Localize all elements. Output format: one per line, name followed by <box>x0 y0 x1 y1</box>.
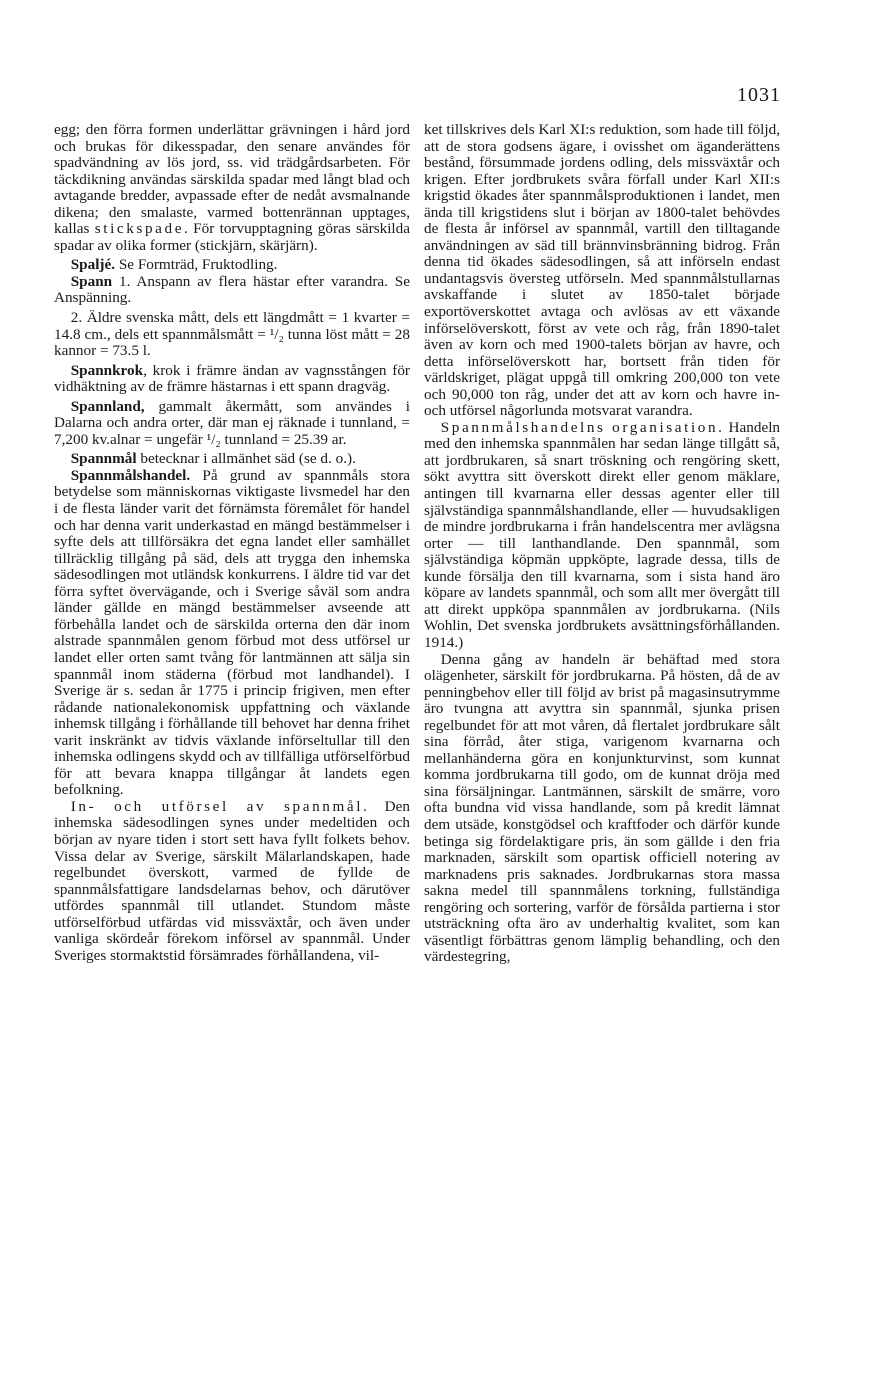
paragraph-spade-end: egg; den förra formen underlättar grävningen i hård jord och brukas för dikesspadar, den senare användes för spadvändning av lös jord, ss. vid trädgårdsarbeten. För täckdikning användas särskilda spadar med långt blad och avtagande bredder, avpassade efter de nedåt avsmalnande dikena; den smalaste, varmed bottenrännan upptages, kallas stickspade. För torvupptagning göras särskilda spadar av olika former (stickjärn, skärjärn). <box>54 121 410 254</box>
term-stickspade: stickspade <box>94 220 185 238</box>
paragraph-olagenheter: Denna gång av handeln är behäftad med stora olägenheter, särskilt för jordbrukarna. På hösten, då de av penningbehov eller till följd av brist på magasinsutrymme äro tvungna att avyttra sin spannmål, sjunka prisen regelbundet för att mot våren, då flertalet jordbrukare sålt sina förråd, åter stiga, varigenom kvarnarna och mellanhänderna göra en konjunkturvinst, som kunnat komma jordbrukarna till godo, om de kunnat dröja med sina försäljningar. Lantmännen, särskilt de smärre, voro ofta bundna vid vissa handlande, som på kredit lämnat dem utsäde, konstgödsel och kraftfoder och därför kunde betinga sig fördelaktigare pris, än som gällde i den fria marknaden, särskilt som opartisk officiell notering av marknadens pris saknades. Jordbrukarnas stora massa sakna medel till spannmålens torkning, fullständiga rengöring och sortering, varför de försålda partierna i stor utsträckning ofta äro av underhaltig kvalitet, som kan väsentligt förbättras genom lämplig behandling, och den värdestegring, <box>424 650 780 966</box>
left-column <box>54 122 410 964</box>
headword-spannmalshandel: Spannmålshandel. <box>70 466 191 484</box>
entry-spannmalshandel: Spannmålshandel. På grund av spannmåls stora betydelse som människornas viktigaste livsmedel har den i de flesta länder varit det förnämsta föremålet för handel och har denna varit underkastad en mängd bestämmelser i syfte dels att tillförsäkra det egna landet eller samhället tillräcklig tillgång på säd, dels att trygga den inhemska sädesodlingen mot utländsk konkurrens. I äldre tid var det förra syftet övervägande, och i Sverige såväl som andra länder gällde en mängd bestämmelser avseende att förbehålla landet och de särskilda orterna den där inom alstrade spannmålen genom förbud mot dess utförsel ur landet eller orten samt tvång för lantmännen att sälja sin spannmål inom städerna (förbud mot landhandel). I Sverige är s. sedan år 1775 i princip frigiven, men efter rådande nationalekonomisk uppfattning och växlande inhemsk tillgång i förhållande till behovet har denna frihet varit inskränkt av tidvis växlande införseltullar till den inhemska odlingens skydd och av tillfälliga utförselförbud för att bevara knappa tillgångar åt landets egen befolkning. <box>54 466 410 799</box>
entry-spannland: Spannland, gammalt åkermått, som användes i Dalarna och andra orter, där man ej räknade i tunnland, = 7,200 kv.alnar = ungefär ¹/₂ tunnland = 25.39 ar. <box>54 397 410 448</box>
right-column <box>424 122 780 966</box>
subheading-in-och-utforsel: In- och utförsel av spannmål. <box>70 797 370 815</box>
subheading-organisation: Spannmålshandelns organisation. <box>440 418 725 436</box>
entry-spann-2: 2. Äldre svenska mått, dels ett längdmått = 1 kvarter = 14.8 cm., dels ett spannmålsmått = ¹/₂ tunna löst mått = 28 kannor = 73.5 l. <box>54 309 410 360</box>
headword-spalje: Spaljé. <box>70 256 116 274</box>
headword-spannmal: Spannmål <box>70 450 137 468</box>
headword-spannkrok: Spannkrok <box>70 361 144 379</box>
page-number: 1031 <box>737 84 781 106</box>
section-in-och-utforsel: In- och utförsel av spannmål. Den inhemska sädesodlingen synes under medeltiden och början av nyare tiden i stort sett hava fyllt folkets behov. Vissa delar av Sverige, särskilt Mälarlandskapen, hade regelbundet överskott, varmed de fyllde de spannmålsfattigare landsdelarnas behov, och därutöver utfördes spannmål till utlandet. Stundom måste utförselförbud utfärdas vid missväxtår, och även under vanliga skördeår förekom införsel av spannmål. Under Sveriges stormaktstid försämrades förhållandena, vil- <box>54 797 410 964</box>
entry-spannkrok: Spannkrok, krok i främre ändan av vagnsstången för vidhäktning av de främre hästarnas i ett spann dragväg. <box>54 361 410 396</box>
entry-spalje: Spaljé. Se Formträd, Fruktodling. <box>70 256 278 274</box>
headword-spann: Spann <box>70 272 113 290</box>
paragraph-continuation: ket tillskrives dels Karl XI:s reduktion, som hade till följd, att de stora godsens ägare, i ovisshet om äganderättens bestånd, försummade jordens odling, dels missväxtår och krigen. Efter jordbrukets svåra förfall under Karl XII:s krigstid ökades åter spannmålsproduktionen i landet, men ända till krigstidens slut i början av 1800-talet behövdes de flesta år införsel av spannmål, vartill den tilltagande användningen av säd till brännvinsbränning bidrog. Från denna tid ökades sädesodlingen, så att införseln endast undantagsvis översteg utförseln. Med spannmålstullarnas avskaffande i slutet av 1850-talet började exportöverskottet avtaga och avlösas av ett växande införselöverskott, först av vete och råg, från 1890-talet även av korn och med 1900-talets början av havre, och detta införselöverskott har, bortsett från tiden för världskriget, plägat uppgå till omkring 200,000 ton vete och 90,000 ton råg, under det att av korn och havre in- och utförsel någorlunda motsvarat varandra. <box>424 121 780 420</box>
entry-spannmal: Spannmål betecknar i allmänhet säd (se d. o.). <box>70 450 356 468</box>
headword-spannland: Spannland, <box>70 397 145 415</box>
entry-spann: Spann 1. Anspann av flera hästar efter varandra. Se Anspänning. <box>54 272 410 307</box>
section-organisation: Spannmålshandelns organisation. Handeln med den inhemska spannmålen har sedan länge tillgått så, att jordbrukaren, så snart tröskning och rengöring skett, sökt avyttra sitt överskott direkt eller genom mäklare, antingen till kvarnarna eller dessas agenter eller till självständiga spannmålshandlande, eller — huvudsakligen de mindre jordbrukarna i från handelscentra mer avlägsna orter — till lanthandlande. Den spannmål, som självständiga köpmän uppköpte, lagrade dessa, tills de kunde försälja den till kvarnarna, som i sista hand äro köpare av landets spannmål, och som allt mer övergått till att direkt uppköpa spannmålen av jordbrukarna. (Nils Wohlin, Det svenska jordbrukets avsättningsförhållanden. 1914.) <box>424 418 781 651</box>
